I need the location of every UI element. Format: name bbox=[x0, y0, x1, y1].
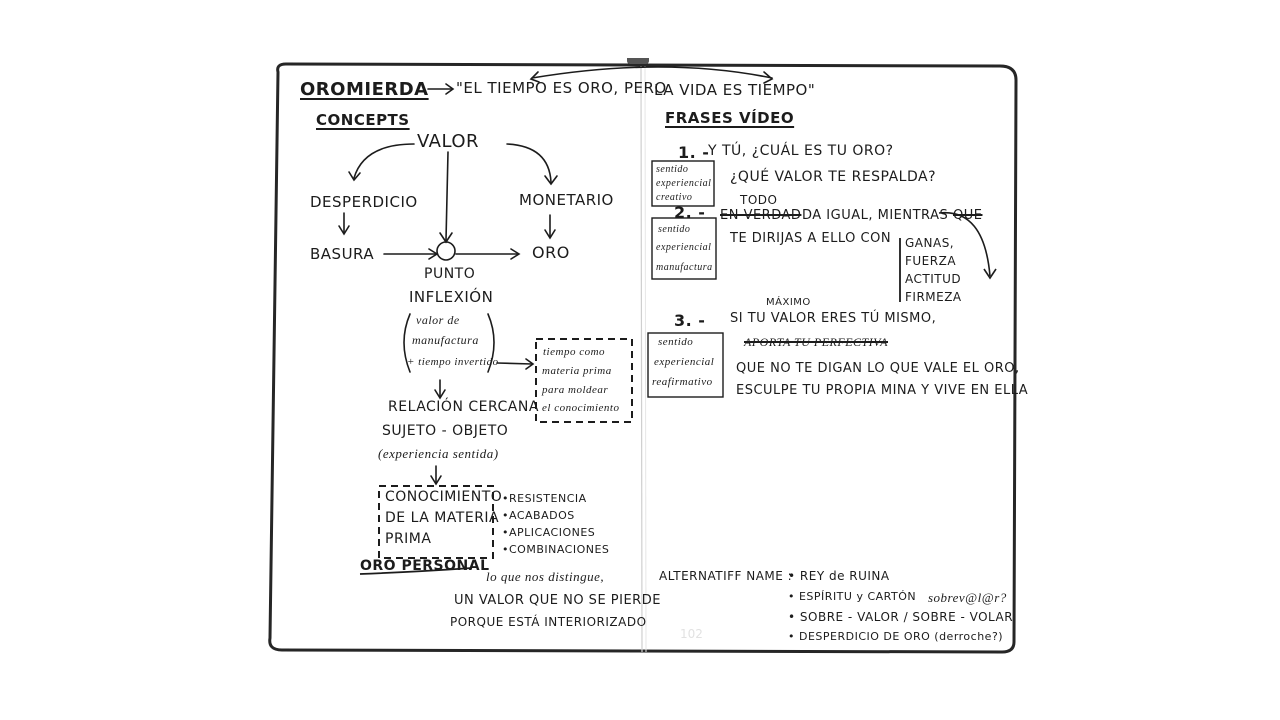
page-title: OROMIERDA bbox=[300, 79, 429, 100]
phrase-2-line-2: TE DIRIJAS A ELLO CON bbox=[730, 231, 892, 246]
phrase-2-struck-2: QUE bbox=[953, 208, 983, 223]
phrase-2-number: 2. - bbox=[674, 203, 706, 222]
node-oro: ORO bbox=[532, 243, 570, 262]
box3-line-2: experiencial bbox=[654, 356, 715, 368]
phrase-1-line-1: Y TÚ, ¿CUÁL ES TU ORO? bbox=[708, 143, 894, 159]
bullet-item: •APLICACIONES bbox=[502, 526, 596, 539]
phrase-2-above: TODO bbox=[740, 193, 778, 207]
phrase-1-line-2: ¿QUÉ VALOR TE RESPALDA? bbox=[730, 169, 937, 185]
box2-line-2: experiencial bbox=[656, 242, 712, 253]
node-inflexion: INFLEXIÓN bbox=[409, 288, 494, 306]
phrase-3-line-1: SI TU VALOR ERES TÚ MISMO, bbox=[730, 311, 937, 326]
alt-name-item: • ESPÍRITU y CARTÓN bbox=[788, 590, 917, 603]
box3-line-3: reafirmativo bbox=[652, 376, 713, 388]
relacion-line-2: SUJETO - OBJETO bbox=[382, 423, 509, 439]
oro-personal-note: lo que nos distingue, bbox=[486, 569, 605, 584]
paren-line-2: manufactura bbox=[412, 333, 479, 347]
phrase-2-rest: DA IGUAL, MIENTRAS bbox=[802, 208, 949, 223]
box3-line-1: sentido bbox=[658, 336, 694, 348]
quote-end: LA VIDA ES TIEMPO" bbox=[654, 81, 816, 99]
node-punto: PUNTO bbox=[424, 266, 476, 282]
phrase-2-struck: EN VERDAD bbox=[720, 208, 802, 223]
closing-line-2: PORQUE ESTÁ INTERIORIZADO bbox=[450, 615, 647, 629]
tiempo-box-line-4: el conocimiento bbox=[542, 402, 620, 414]
concepts-heading: CONCEPTS bbox=[316, 111, 410, 129]
phrase-3-number: 3. - bbox=[674, 311, 706, 330]
svg-text:102: 102 bbox=[680, 627, 703, 641]
phrase-3-line-3: ESCULPE TU PROPIA MINA Y VIVE EN ELLA bbox=[736, 383, 1029, 398]
quote-start: "EL TIEMPO ES ORO, PERO bbox=[456, 79, 667, 97]
oro-personal-heading: ORO PERSONAL bbox=[360, 558, 490, 574]
alt-name-item: • SOBRE - VALOR / SOBRE - VOLAR bbox=[788, 610, 1014, 624]
node-desperdicio: DESPERDICIO bbox=[310, 193, 418, 211]
alt-side-note: sobrev@l@r? bbox=[928, 590, 1007, 605]
notebook bbox=[264, 58, 1029, 662]
tiempo-box-line-1: tiempo como bbox=[543, 346, 606, 358]
alt-name-item: • DESPERDICIO DE ORO (derroche?) bbox=[788, 630, 1004, 643]
box1-line-2: experiencial bbox=[656, 178, 712, 189]
paren-line-1: valor de bbox=[416, 313, 460, 327]
node-basura: BASURA bbox=[310, 245, 375, 263]
tiempo-box-line-3: para moldear bbox=[542, 384, 609, 396]
tiempo-box-line-2: materia prima bbox=[542, 365, 612, 377]
bullet-item: •ACABADOS bbox=[502, 509, 575, 522]
phrase-3-line-2: QUE NO TE DIGAN LO QUE VALE EL ORO, bbox=[736, 361, 1020, 376]
closing-line-1: UN VALOR QUE NO SE PIERDE bbox=[454, 593, 661, 608]
box2-line-3: manufactura bbox=[656, 262, 713, 273]
bullet-item: •RESISTENCIA bbox=[502, 492, 587, 505]
alt-name-label: ALTERNATIFF NAME : bbox=[659, 569, 793, 583]
phrase-2-list-item: FUERZA bbox=[905, 254, 957, 268]
bullet-item: •COMBINACIONES bbox=[502, 543, 610, 556]
phrase-1-number: 1. - bbox=[678, 143, 710, 162]
conocimiento-line-3: PRIMA bbox=[385, 531, 432, 547]
box1-line-3: creativo bbox=[656, 192, 693, 203]
alt-name-item: • REY de RUINA bbox=[788, 569, 890, 583]
phrase-3-struck: APORTA TU PERFECTIVA bbox=[744, 335, 888, 349]
node-monetario: MONETARIO bbox=[519, 191, 614, 209]
phrase-2-list-item: GANAS, bbox=[905, 236, 955, 250]
paren-line-3: + tiempo invertido bbox=[407, 356, 499, 368]
phrase-2-list-item: ACTITUD bbox=[905, 272, 962, 286]
box2-line-1: sentido bbox=[658, 224, 691, 235]
phrase-3-above: MÁXIMO bbox=[766, 297, 811, 308]
relacion-line-1: RELACIÓN CERCANA bbox=[388, 399, 539, 415]
box1-line-1: sentido bbox=[656, 164, 689, 175]
conocimiento-line-1: CONOCIMIENTO bbox=[385, 489, 503, 505]
node-valor: VALOR bbox=[417, 131, 480, 152]
phrase-2-list-item: FIRMEZA bbox=[905, 290, 962, 304]
frases-heading: FRASES VÍDEO bbox=[665, 109, 795, 127]
conocimiento-line-2: DE LA MATERIA bbox=[385, 510, 500, 526]
relacion-line-3: (experiencia sentida) bbox=[378, 446, 499, 461]
